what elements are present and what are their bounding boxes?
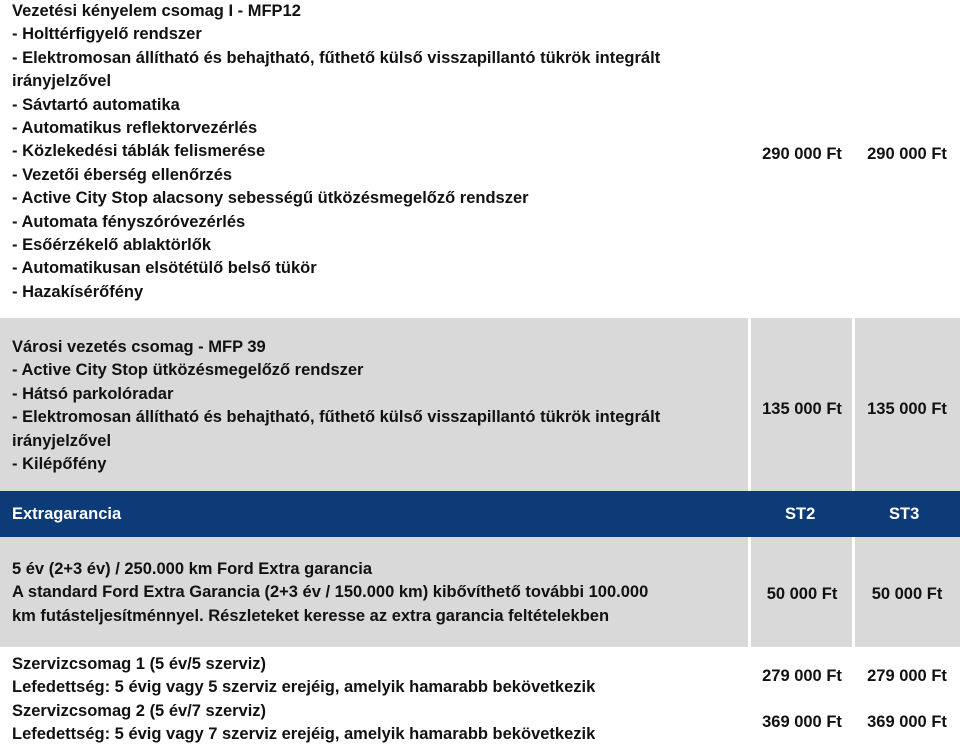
- package-row-mfp12: [0, 0, 960, 318]
- package-feature: - Sávtartó automatika: [12, 95, 180, 114]
- column-header-st2: ST2: [785, 504, 816, 523]
- package-feature: - Kilépőfény: [12, 455, 107, 474]
- service-1-price-st2: 279 000 Ft: [762, 667, 842, 685]
- package-feature: - Active City Stop ütközésmegelőző rendszer: [12, 361, 364, 380]
- price-st3: 50 000 Ft: [871, 585, 943, 603]
- price-st2: 50 000 Ft: [766, 585, 838, 603]
- extra-warranty-row: [0, 537, 960, 647]
- column-header-st3: ST3: [889, 504, 920, 523]
- price-st2: 290 000 Ft: [762, 145, 842, 163]
- package-feature: - Közlekedési táblák felismerése: [12, 142, 266, 161]
- service-package-1-title: Szervizcsomag 1 (5 év/5 szerviz): [12, 655, 267, 673]
- service-1-price-st3: 279 000 Ft: [867, 667, 947, 685]
- service-2-price-st3: 369 000 Ft: [867, 713, 947, 731]
- package-feature: - Active City Stop alacsony sebességű ütközésmegelőző rendszer: [12, 189, 529, 208]
- package-feature: - Elektromosan állítható és behajtható, fűthető külső visszapillantó tükrök integrált: [12, 408, 661, 427]
- package-description: [12, 0, 750, 304]
- package-feature: - Automatikusan elsötétülő belső tükör: [12, 259, 317, 278]
- section-title: Extragarancia: [12, 504, 122, 523]
- extragarancia-header: [0, 491, 960, 537]
- package-title: Városi vezetés csomag - MFP 39: [12, 338, 266, 356]
- service-package-2-coverage: Lefedettség: 5 évig vagy 7 szerviz erejéig, amelyik hamarabb bekövetkezik: [12, 725, 596, 743]
- warranty-detail: A standard Ford Extra Garancia (2+3 év / 150.000 km) kibővíthető további 100.000: [12, 583, 649, 602]
- package-feature: - Holttérfigyelő rendszer: [12, 25, 202, 44]
- service-package-2-title: Szervizcsomag 2 (5 év/7 szerviz): [12, 702, 267, 720]
- package-feature: - Hazakísérőfény: [12, 282, 144, 301]
- warranty-detail: km futásteljesítménnyel. Részleteket keresse az extra garancia feltételekben: [12, 606, 610, 625]
- service-package-1-coverage: Lefedettség: 5 évig vagy 5 szerviz erejéig, amelyik hamarabb bekövetkezik: [12, 678, 596, 696]
- package-feature: - Automata fényszóróvezérlés: [12, 212, 246, 231]
- package-feature: irányjelzővel: [12, 431, 112, 450]
- service-packages: [0, 647, 960, 749]
- warranty-title: 5 év (2+3 év) / 250.000 km Ford Extra garancia: [12, 560, 372, 578]
- package-description: [12, 336, 750, 476]
- package-feature: - Hátsó parkolóradar: [12, 384, 174, 403]
- package-title: Vezetési kényelem csomag I - MFP12: [12, 2, 301, 20]
- package-feature: - Esőérzékelő ablaktörlők: [12, 236, 211, 255]
- package-row-mfp39: [0, 318, 960, 491]
- package-feature: irányjelzővel: [12, 72, 112, 91]
- package-feature: - Elektromosan állítható és behajtható, fűthető külső visszapillantó tükrök integrált: [12, 48, 661, 67]
- price-st3: 290 000 Ft: [867, 145, 947, 163]
- price-st2: 135 000 Ft: [762, 400, 842, 418]
- warranty-description: [12, 558, 750, 628]
- service-2-price-st2: 369 000 Ft: [762, 713, 842, 731]
- package-feature: - Vezetői éberség ellenőrzés: [12, 165, 233, 184]
- price-st3: 135 000 Ft: [867, 400, 947, 418]
- package-feature: - Automatikus reflektorvezérlés: [12, 119, 258, 138]
